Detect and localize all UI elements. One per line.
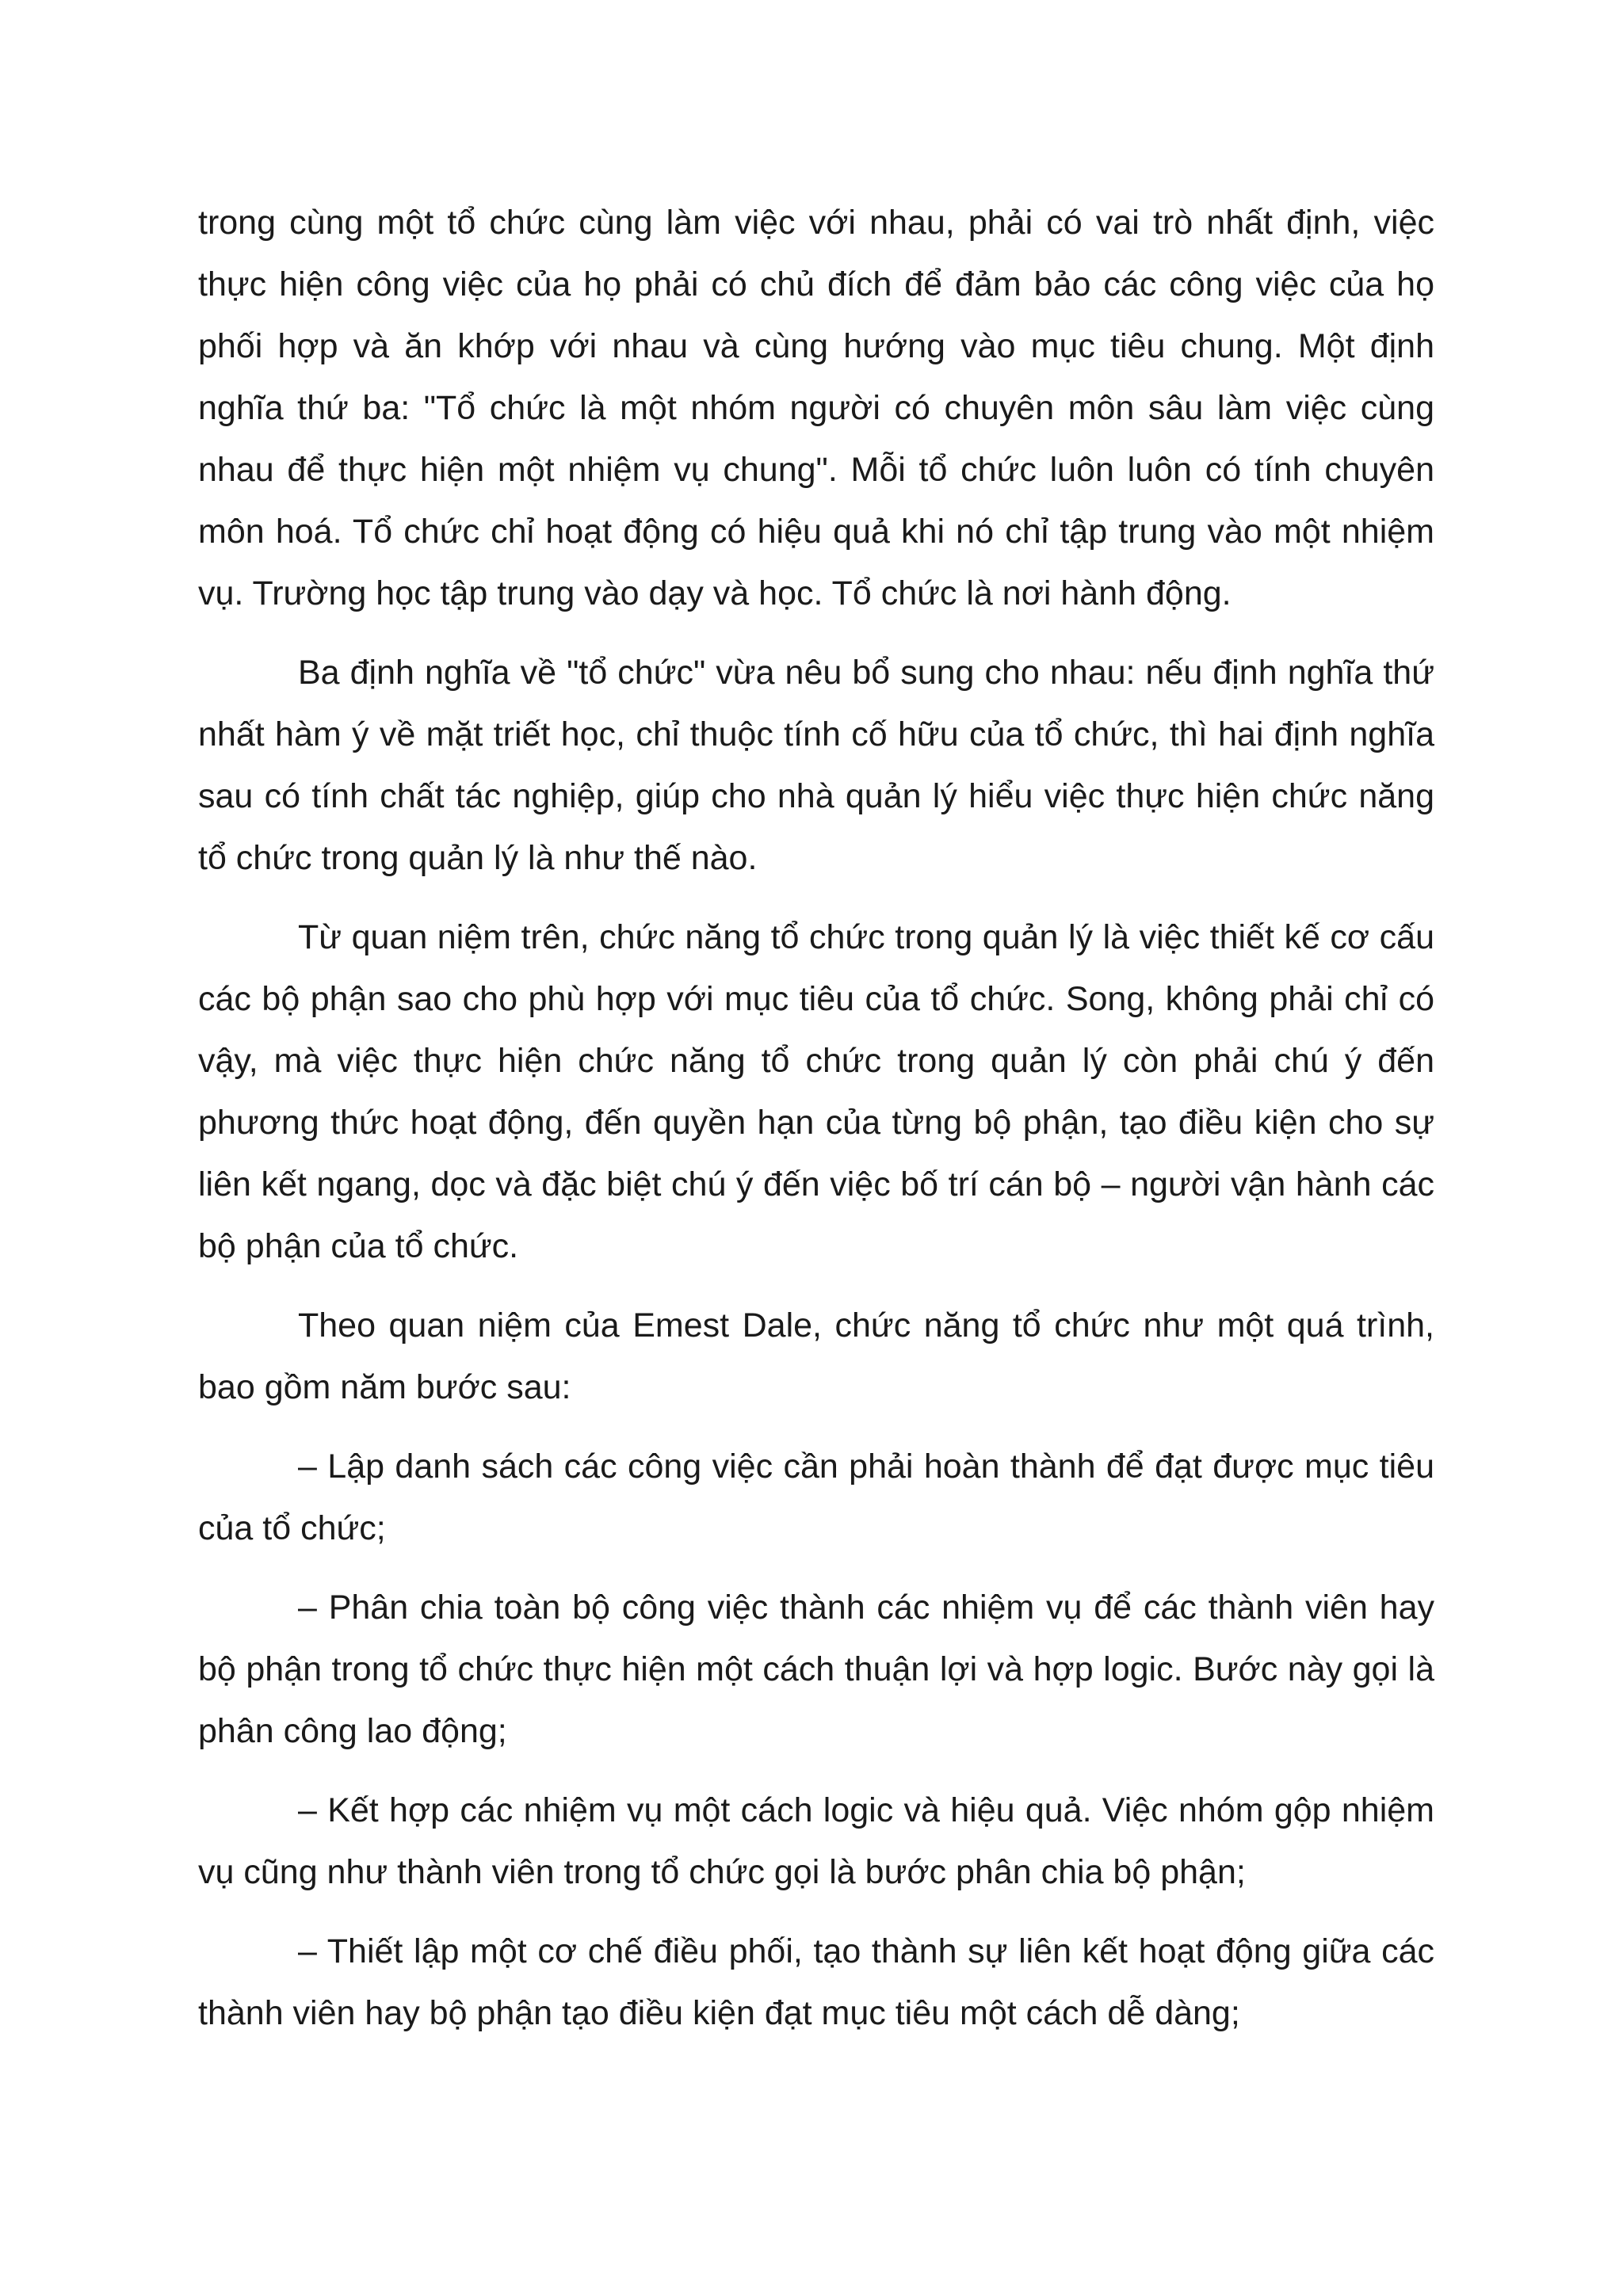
list-item-1: – Lập danh sách các công việc cần phải hoàn thành để đạt được mục tiêu của tổ chức;	[198, 1447, 1434, 1547]
paragraph-2: Ba định nghĩa về "tổ chức" vừa nêu bổ sung cho nhau: nếu định nghĩa thứ nhất hàm ý về mặt triết học, chỉ thuộc tính cố hữu của tổ chức, thì hai định nghĩa sau có tính chất tác nghiệp, giúp cho nhà quản lý hiểu việc thực hiện chức năng tổ chức trong quản lý là như thế nào.	[198, 654, 1434, 877]
list-item-4: – Thiết lập một cơ chế điều phối, tạo thành sự liên kết hoạt động giữa các thành viên hay bộ phận tạo điều kiện đạt mục tiêu một cách dễ dàng;	[198, 1932, 1434, 2032]
paragraph-1: trong cùng một tổ chức cùng làm việc với nhau, phải có vai trò nhất định, việc thực hiện công việc của họ phải có chủ đích để đảm bảo các công việc của họ phối hợp và ăn khớp với nhau và cùng hướng vào mục tiêu chung. Một định nghĩa thứ ba: "Tổ chức là một nhóm người có chuyên môn sâu làm việc cùng nhau để thực hiện một nhiệm vụ chung". Mỗi tổ chức luôn luôn có tính chuyên môn hoá. Tổ chức chỉ hoạt động có hiệu quả khi nó chỉ tập trung vào một nhiệm vụ. Trường học tập trung vào dạy và học. Tổ chức là nơi hành động.	[198, 204, 1434, 612]
document-body	[198, 192, 1434, 2061]
paragraph-3: Từ quan niệm trên, chức năng tổ chức trong quản lý là việc thiết kế cơ cấu các bộ phận sao cho phù hợp với mục tiêu của tổ chức. Song, không phải chỉ có vậy, mà việc thực hiện chức năng tổ chức trong quản lý còn phải chú ý đến phương thức hoạt động, đến quyền hạn của từng bộ phận, tạo điều kiện cho sự liên kết ngang, dọc và đặc biệt chú ý đến việc bố trí cán bộ – người vận hành các bộ phận của tổ chức.	[198, 918, 1434, 1265]
list-item-3: – Kết hợp các nhiệm vụ một cách logic và hiệu quả. Việc nhóm gộp nhiệm vụ cũng như thành viên trong tổ chức gọi là bước phân chia bộ phận;	[198, 1791, 1434, 1891]
paragraph-4: Theo quan niệm của Emest Dale, chức năng tổ chức như một quá trình, bao gồm năm bước sau:	[198, 1306, 1434, 1406]
list-item-2: – Phân chia toàn bộ công việc thành các nhiệm vụ để các thành viên hay bộ phận trong tổ chức thực hiện một cách thuận lợi và hợp logic. Bước này gọi là phân công lao động;	[198, 1589, 1434, 1750]
